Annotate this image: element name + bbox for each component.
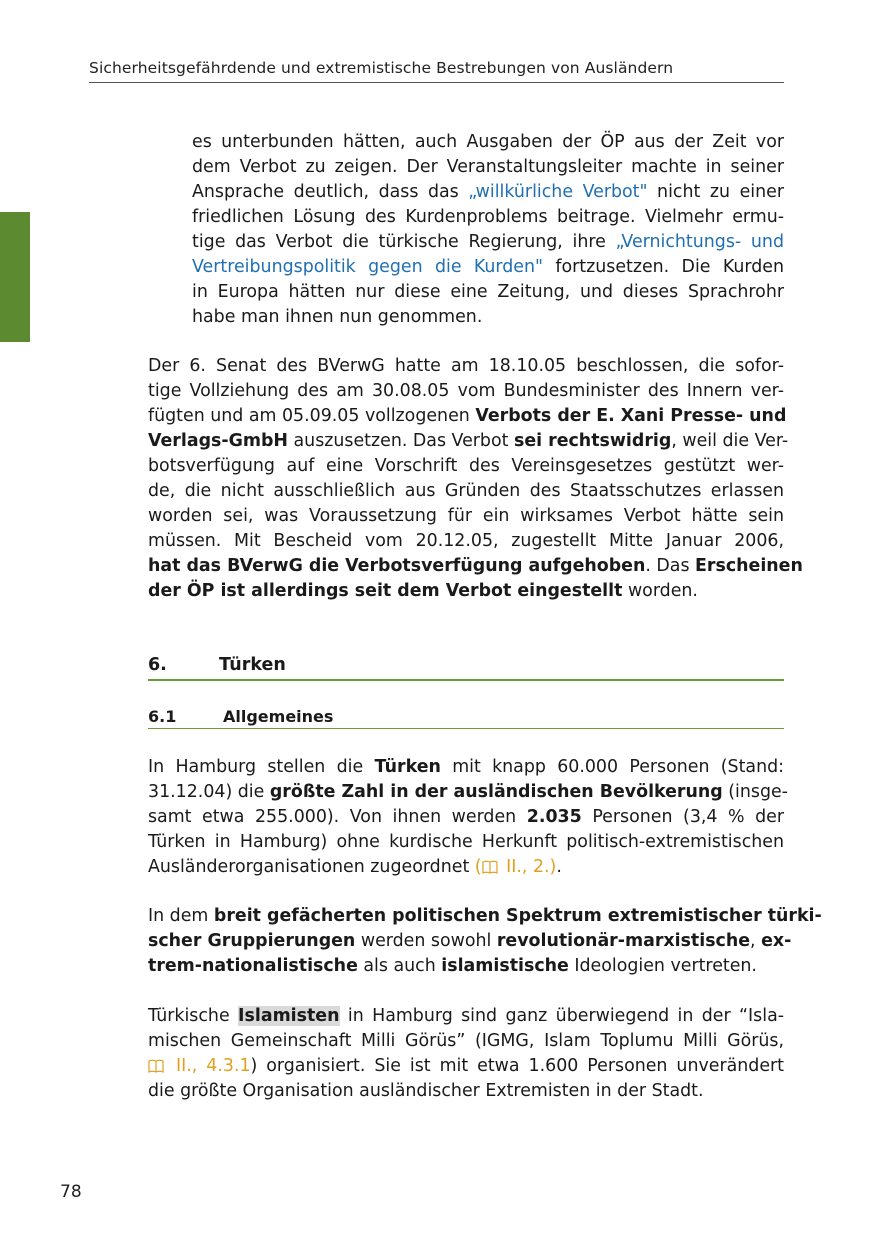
text-line: der ÖP ist allerdings seit dem Verbot eingestellt worden. [148, 581, 698, 601]
quote-line: es unterbunden hätten, auch Ausgaben der ÖP aus der Zeit vor [192, 132, 784, 152]
text-line: die größte Organisation ausländischer Extremisten in der Stadt. [148, 1081, 704, 1101]
text-line: scher Gruppierungen werden sowohl revolutionär-marxistische, ex- [148, 931, 792, 951]
quote-line: habe man ihnen nun genommen. [192, 307, 483, 327]
chapter-tab-marker [0, 212, 30, 342]
cross-reference-link[interactable]: ( II., 2.) [474, 857, 557, 877]
quote-line: Ansprache deutlich, dass das „willkürliche Verbot" nicht zu einer [192, 182, 784, 202]
highlighted-term: Islamisten [238, 1006, 340, 1026]
quote-line: in Europa hätten nur diese eine Zeitung, und dieses Sprachrohr [192, 282, 784, 302]
quote-line: friedlichen Lösung des Kurdenproblems beitrage. Vielmehr ermu- [192, 207, 784, 227]
quote-block [192, 130, 784, 330]
text-line: 31.12.04) die größte Zahl in der ausländischen Bevölkerung (insge- [148, 782, 788, 802]
book-icon [482, 860, 498, 874]
running-head: Sicherheitsgefährdende und extremistische Bestrebungen von Ausländern [89, 59, 674, 77]
quoted-phrase: „Vernichtungs- und [615, 232, 784, 252]
header-rule [89, 82, 784, 83]
page-number: 78 [60, 1182, 82, 1202]
text-line: fügten und am 05.09.05 vollzogenen Verbots der E. Xani Presse- und [148, 406, 787, 426]
text-line: In dem breit gefächerten politischen Spektrum extremistischer türki- [148, 906, 822, 926]
text-line: Der 6. Senat des BVerwG hatte am 18.10.05 beschlossen, die sofor- [148, 356, 784, 376]
book-icon [148, 1059, 164, 1073]
text-line: de, die nicht ausschließlich aus Gründen des Staatsschutzes erlassen [148, 481, 784, 501]
text-line: II., 4.3.1) organisiert. Sie ist mit etwa 1.600 Personen unverändert [148, 1054, 784, 1079]
text-line: tige Vollziehung des am 30.08.05 vom Bundesminister des Innern ver- [148, 381, 784, 401]
text-line: hat das BVerwG die Verbotsverfügung aufgehoben. Das Erscheinen [148, 556, 803, 576]
cross-reference-link[interactable]: II., 4.3.1 [148, 1056, 251, 1076]
text-line: Ausländerorganisationen zugeordnet ( II., 2.). [148, 857, 562, 877]
text-line: In Hamburg stellen die Türken mit knapp 60.000 Personen (Stand: [148, 757, 784, 777]
text-line: botsverfügung auf eine Vorschrift des Vereinsgesetzes gestützt wer- [148, 456, 784, 476]
quoted-phrase: Vertreibungspolitik gegen die Kurden" [192, 257, 544, 277]
paragraph-hamburg-tuerken [148, 755, 788, 880]
section-number: 6. [148, 655, 167, 675]
section-heading [148, 655, 784, 681]
quote-line: Vertreibungspolitik gegen die Kurden" fortzusetzen. Die Kurden [192, 257, 784, 277]
text-line: müssen. Mit Bescheid vom 20.12.05, zugestellt Mitte Januar 2006, [148, 531, 784, 551]
section-title: Türken [219, 655, 286, 675]
text-line: Türken in Hamburg) ohne kurdische Herkunft politisch-extremistischen [148, 832, 784, 852]
paragraph-bverwg [148, 354, 803, 604]
subsection-number: 6.1 [148, 707, 177, 726]
text-line: Türkische Islamisten in Hamburg sind ganz überwiegend in der “Isla- [148, 1006, 784, 1026]
subsection-title: Allgemeines [223, 707, 334, 726]
text-line: mischen Gemeinschaft Milli Görüs” (IGMG, Islam Toplumu Milli Görüs, [148, 1031, 784, 1051]
paragraph-islamisten [148, 1004, 784, 1104]
paragraph-spektrum [148, 904, 822, 979]
text-line: trem-nationalistische als auch islamistische Ideologien vertreten. [148, 956, 757, 976]
text-line: samt etwa 255.000). Von ihnen werden 2.035 Personen (3,4 % der [148, 807, 784, 827]
text-line: Verlags-GmbH auszusetzen. Das Verbot sei rechtswidrig, weil die Ver- [148, 431, 789, 451]
quote-line: tige das Verbot die türkische Regierung, ihre „Vernichtungs- und [192, 232, 784, 252]
quoted-phrase: „willkürliche Verbot" [468, 182, 648, 202]
quote-line: dem Verbot zu zeigen. Der Veranstaltungsleiter machte in seiner [192, 157, 784, 177]
text-line: worden sei, was Voraussetzung für ein wirksames Verbot hätte sein [148, 506, 784, 526]
subsection-heading [148, 707, 784, 729]
